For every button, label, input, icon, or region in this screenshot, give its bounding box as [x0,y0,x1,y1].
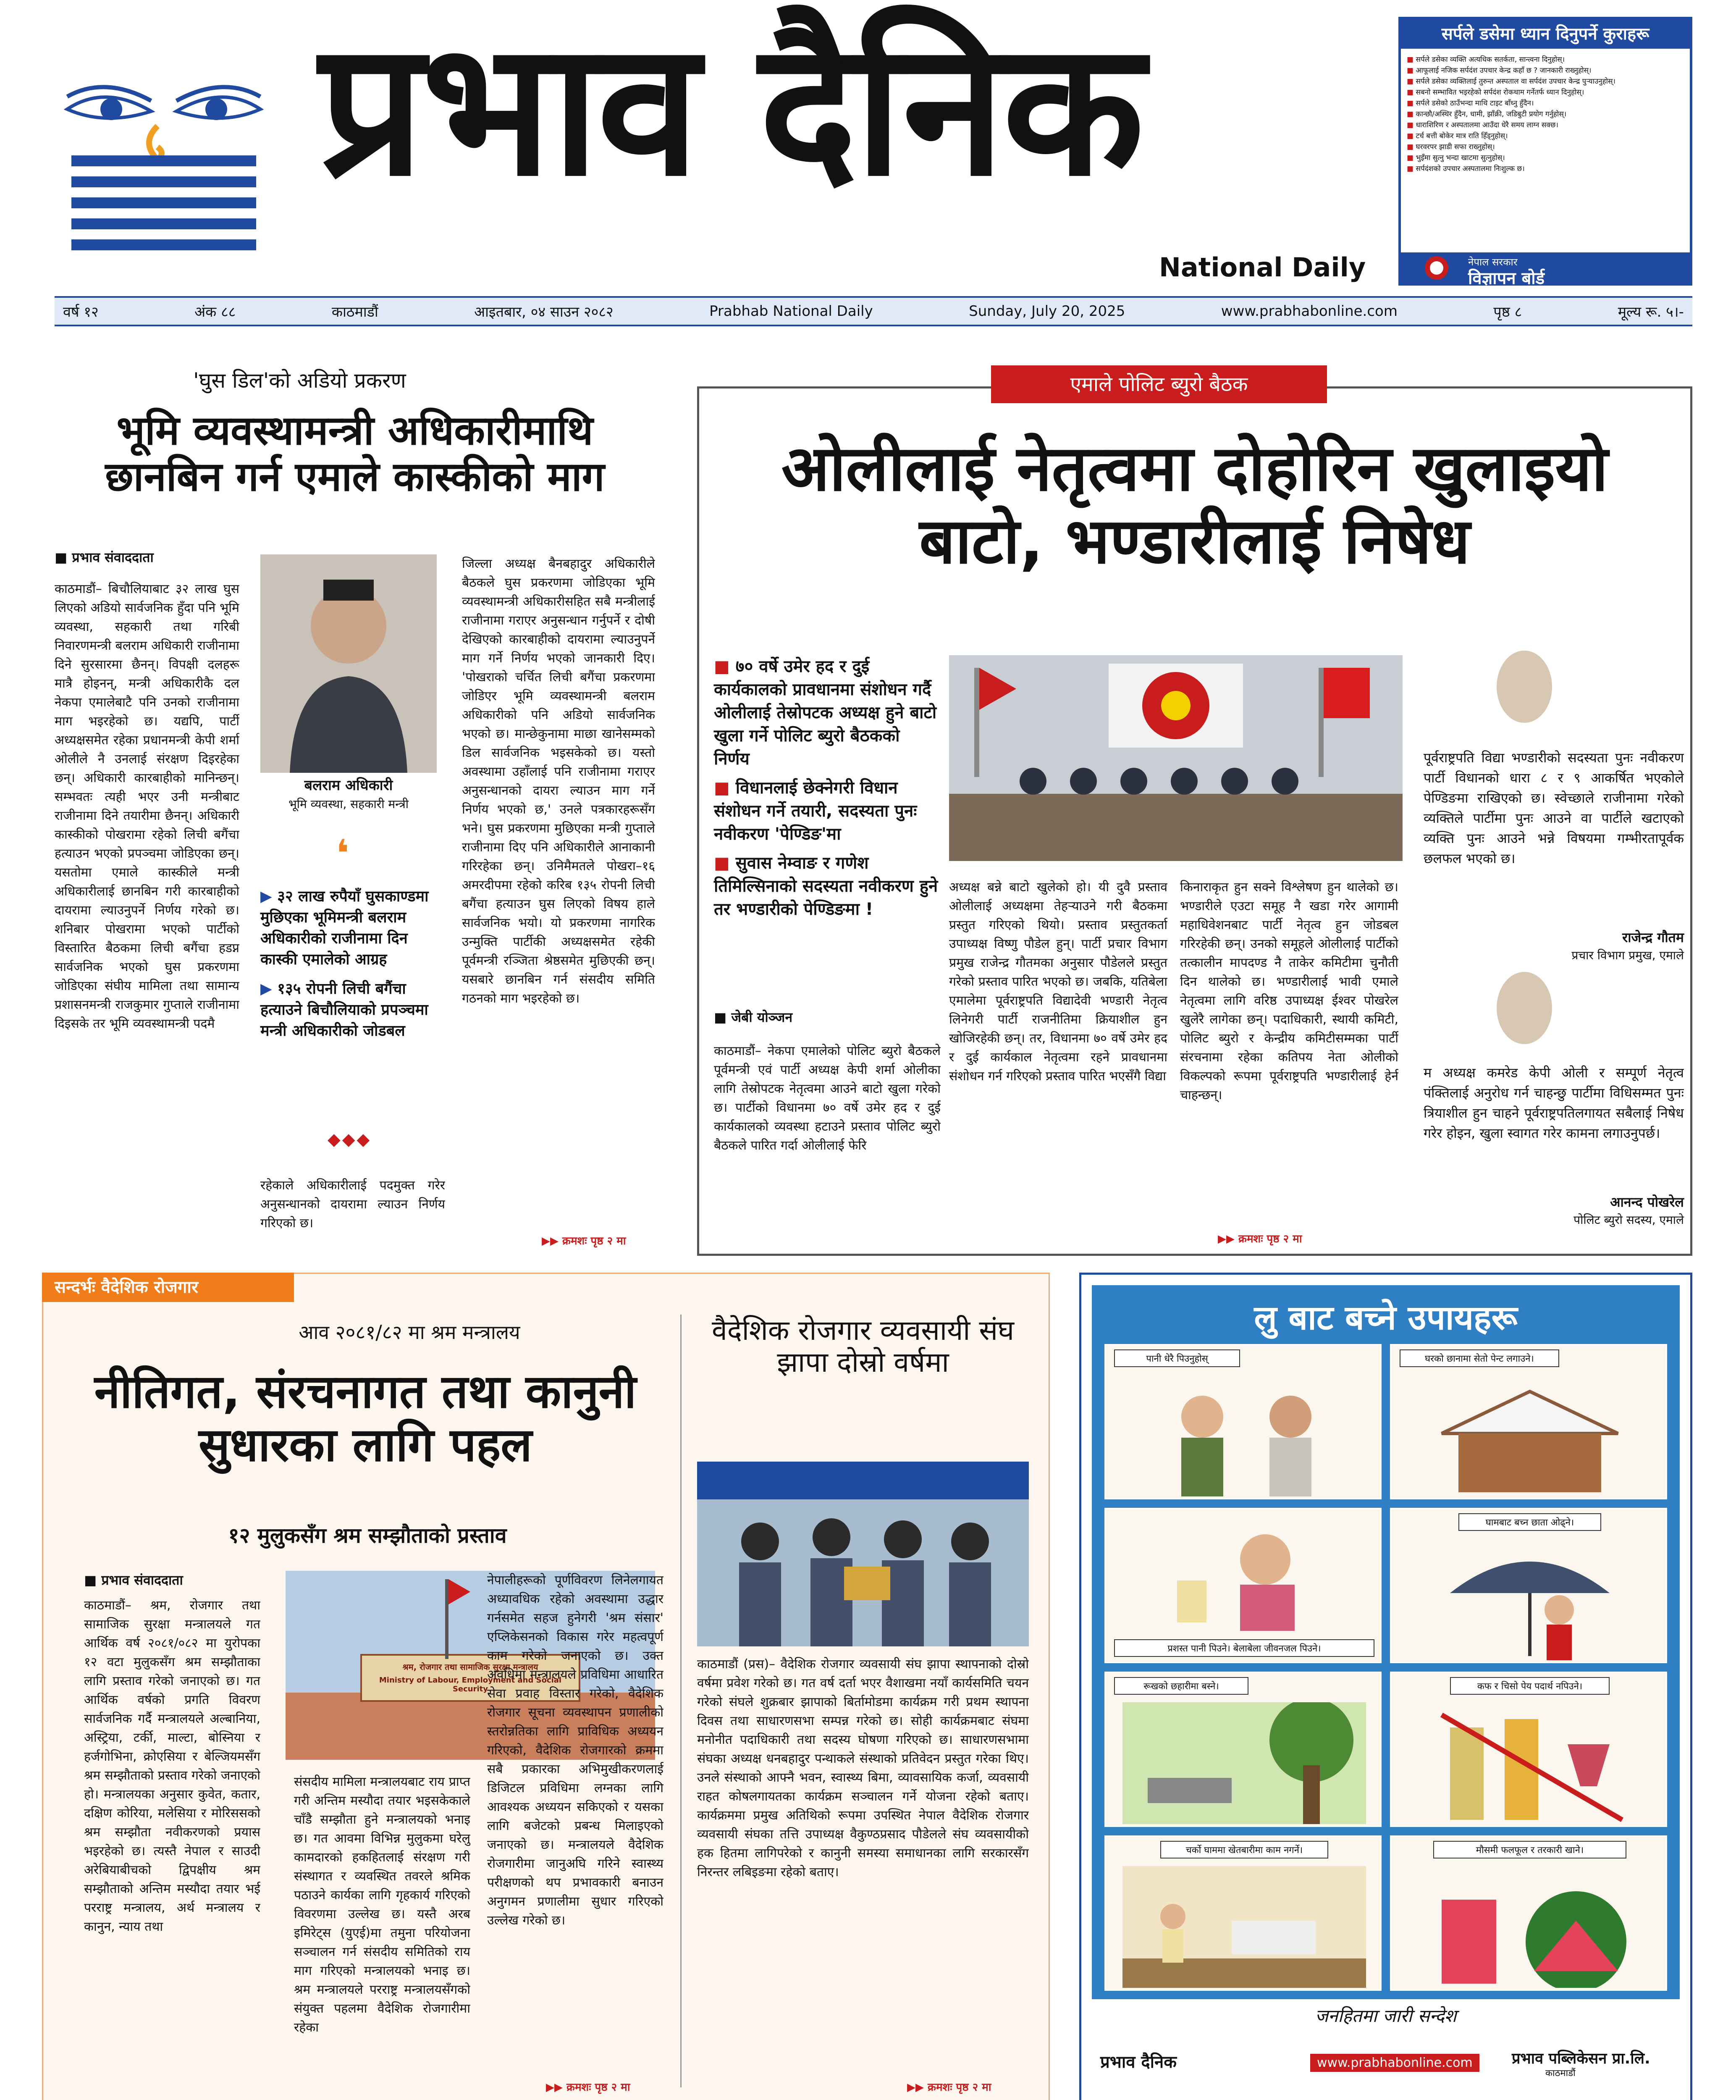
paper-name-english: Prabhab National Daily [709,303,873,320]
poster-panel [1390,1508,1667,1663]
footer-brand: प्रभाव दैनिक [1100,2053,1177,2072]
panel-caption: कफ र चिसो पेय पदार्थ नपिउने। [1450,1677,1610,1695]
continued-link[interactable]: ▶▶ क्रमशः पृष्ठ २ मा [546,2081,630,2094]
labour-subheadline: १२ मुलुकसँग श्रम सम्झौताको प्रस्ताव [228,1523,507,1548]
photo-caption-name: बलराम अधिकारी [304,777,393,794]
panel-caption: पानी धेरै पिउनुहोस् [1114,1349,1240,1367]
article1-column3: जिल्ला अध्यक्ष बैनबहादुर अधिकारीले बैठकले घुस प्रकरणमा जोडिएका भूमि व्यवस्थामन्त्री अधिकारीसहित सबै मन्त्रीलाई राजीनामा गराएर अनुसन्धान गर्नुपर्ने र दोषी देखिएको कारबाहीको दायरामा ल्याउनुपर्ने माग गर्ने निर्णय भएको जानकारी दिए। 'पोखराको चर्चित लिची बगैंचा प्रकरणमा जोडिएर भूमि व्यवस्थामन्त्री बलराम अधिकारीको पनि अडियो सार्वजनिक भएको छ। मान्छेकुनामा माछा खानेसम्मको डिल सार्वजनिक भइसकेको छ। यस्तो अवस्थामा उहाँलाई पनि राजीनामा गराएर अनुसन्धानको दायरा ल्याउन माग गर्ने निर्णय भएको छ,' उनले पत्रकारहरूसँग भने। घुस प्रकरणमा मुछिएका मन्त्री गुप्ताले राजीनामा दिए पनि अधिकारीले आनाकानी गरिरहेका छन्। उनिमैमतले पोखरा–१६ अमरदीपमा रहेको करिब १३५ रोपनी लिची बगैंचा हत्याउन घुस लिएको विषय हाले सार्वजनिक भयो। यो प्रकरणमा नागरिक उन्मुक्ति पार्टीकी अध्यक्षसमेत रहेकी पूर्वमन्त्री रञ्जिता श्रेष्ठसमेत मुछिएकी छन्। यसबारे छानबिन गर्न संसदीय समिति गठनको माग भइरहेको छ। [462,556,655,1006]
panel-caption: घरको छानामा सेतो पेन्ट लगाउने। [1400,1349,1559,1367]
notice-item: ■ कान्छौ/अस्थिर हुँदैन, धामी, झाँक्री, जडिबुटी प्रयोग गर्नुहोस्। [1407,109,1684,119]
masthead [0,0,1736,290]
highlight-item: ▶ १३५ रोपनी लिची बगैंचा हत्याउने बिचौलियाको प्रपञ्चमा मन्त्री अधिकारीको जोडबल [260,979,445,1042]
date-nepali: आइतबार, ०४ साउन २०८२ [474,304,614,320]
drinking-girl-illustration [1139,1517,1349,1631]
panel-caption: चर्को घाममा खेतबारीमा काम नगर्ने। [1160,1841,1328,1858]
panel-caption: प्रशस्त पानी पिउने। बेलाबेला जीवनजल पिउने। [1114,1639,1374,1657]
watermelon-illustration [1416,1866,1643,1988]
politburo-meeting-photo [949,655,1403,861]
highlight-item: ■ विधानलाई छेक्नेगरी विधान संशोधन गर्ने तयारी, सदस्यता पुनः नवीकरण 'पेण्डिङ'मा [714,777,941,846]
lead-headline[interactable]: ओलीलाई नेतृत्वमा दोहोरिन खुलाइयो बाटो, भण्डारीलाई निषेध [781,432,1608,578]
photo-caption-role: भूमि व्यवस्था, सहकारी मन्त्री [288,797,409,811]
lead-column3: किनाराकृत हुन सक्ने विश्लेषण हुन थालेको छ। भण्डारीले एउटा समूह नै खडा गरेर आगामी महाधिवेशनबाट पार्टी नेतृत्व हुन जोडबल गरिरहेकी छन्। उनको समूहले ओलीलाई पार्टीको तत्कालीन मापदण्ड नै ताकेर कमिटीमा चुनौती दिन थालेको छ। भण्डारीलाई भावी एमाले नेतृत्वमा लागि वरिष्ठ उपाध्यक्ष ईश्वर पोखरेल खुलेरै लागेका छन्। पदाधिकारी, स्थायी कमिटी, पोलिट ब्युरो र केन्द्रीय कमिटीसम्मका पार्टी संरचनामा रहेका कतिपय नेता ओलीको विकल्पको रूपमा पूर्वराष्ट्रपति भण्डारीलाई हेर्न चाहन्छन्। [1180,880,1398,1102]
buddha-eyes-logo [55,71,273,260]
notice-org-line2: विज्ञापन बोर्ड [1468,269,1545,288]
notice-heading: सर्पले डसेमा ध्यान दिनुपर्ने कुराहरू [1401,19,1690,49]
section-ribbon: सन्दर्भः वैदेशिक रोजगार [42,1273,294,1302]
spokesperson-photo [1495,649,1554,724]
quote-gautam: पूर्वराष्ट्रपति विद्या भण्डारीको सदस्यता पुनः नवीकरण पार्टी विधानको धारा ८ र ९ आकर्षित भएकोले पेण्डिङमा राखिएको छ। स्वेच्छाले राजीनामा गरेको व्यक्तिले पार्टीमा पुनः आउने वा पार्टीले खटाएको व्यक्ति पुनः आउने भन्ने विषयमा गम्भीरतापूर्वक छलफल भएको छ। [1424,750,1684,866]
poster-panel [1104,1672,1382,1827]
poster-footer: जनहितमा जारी सन्देश [1315,2006,1457,2026]
drinking-water-illustration [1139,1383,1349,1496]
labour-column1: काठमाडौं– श्रम, रोजगार तथा सामाजिक सुरक्षा मन्त्रालयले गत आर्थिक वर्ष २०८१/०८२ मा युरोपका १२ वटा मुलुकसँग श्रम सम्झौताका लागि प्रस्ताव गरेको जनाएको छ। गत आर्थिक वर्षको प्रगति विवरण सार्वजनिक गर्दै मन्त्रालयले अल्बानिया, अस्ट्रिया, टर्की, माल्टा, बोस्निया र हर्जगोभिना, क्रोएसिया र बेल्जियमसँग श्रम सम्झौताको प्रस्ताव गरेको जनाएको हो। मन्त्रालयका अनुसार कुवेत, कतार, दक्षिण कोरिया, मलेसिया र मोरिससको श्रम सम्झौता नवीकरणको प्रयास भइरहेको छ। त्यस्तै नेपाल र साउदी अरेबियाबीचको द्विपक्षीय श्रम सम्झौताको अन्तिम मस्यौदा तयार भई परराष्ट्र मन्त्रालय, अर्थ मन्त्रालय र कानुन, न्याय तथा [84,1598,260,1934]
notice-item: ■ धाराशिरिण र अस्पतालमा आउँदा धेरै समय लाग्न सक्छ। [1407,120,1684,130]
quote-author-role: प्रचार विभाग प्रमुख, एमाले [1571,948,1684,962]
notice-footer [1401,252,1690,288]
highlight-item: ▶ ३२ लाख रुपैयाँ घुसकाण्डमा मुछिएका भूमिमन्त्री बलराम अधिकारीको राजीनामा दिन कास्की एमालेको आग्रह [260,886,445,970]
notice-item: ■ सर्पले डसेको ठाउँभन्दा माथि टाइट बाँध्नु हुँदैन। [1407,98,1684,108]
notice-note: ■ सर्पदंशको उपचार अस्पतालमा निःशुल्क छ। [1407,164,1684,174]
article1-column2: रहेकाले अधिकारीलाई पदमुक्त गरेर अनुसन्धानको दायरामा ल्याउन निर्णय गरिएको छ। [260,1178,445,1231]
article1-kicker: 'घुस डिल'को अडियो प्रकरण [193,368,406,393]
minister-photo [260,554,437,773]
labour-headline[interactable]: नीतिगत, संरचनागत तथा कानुनी सुधारका लागि पहल [94,1365,637,1472]
nepal-emblem-icon [1418,255,1455,281]
quote-mark-icon: ❛ [336,832,349,876]
building-sign-nepali: श्रम, रोजगार तथा सामाजिक सुरक्षा मन्त्रालय [402,1662,538,1672]
lead-kicker: एमाले पोलिट ब्युरो बैठक [991,365,1327,403]
notice-item: ■ टर्च बत्ती बोकेर मात्र राति हिँड्नुहोस्। [1407,131,1684,141]
poster-panel [1104,1508,1382,1663]
footer-address: काठमाडौं [1545,2068,1576,2079]
farm-work-illustration [1122,1866,1366,1988]
quote-author-name: राजेन्द्र गौतम [1622,929,1684,945]
poster-panel [1390,1672,1667,1827]
notice-item: ■ सबनो सम्भावित भइरहेको सर्पदंश रोकथाम गर्नेतर्फ ध्यान दिनुहोस्। [1407,87,1684,97]
notice-item: ■ घरवरपर झाडी सफा राख्नुहोस्। [1407,142,1684,152]
lead-byline: ■ जेबी योञ्जन [714,1009,793,1025]
lead-column2: अध्यक्ष बन्ने बाटो खुलेको हो। यी दुवै प्रस्ताव ओलीलाई अध्यक्षमा तेहऱ्याउने गरी बैठकमा प्रस्तुत गरिएको थियो। प्रस्ताव प्रस्तुतकर्ता उपाध्यक्ष विष्णु पौडेल हुन्। पार्टी प्रचार विभाग प्रमुख राजेन्द्र गौतमका अनुसार पौडेलले प्रस्तुत गरेको प्रस्ताव पारित भएको छ। जबकि, यतिबेला एमालेमा पूर्वराष्ट्रपति विद्यादेवी भण्डारी नेतृत्व लिनेगरी पार्टी राजनीतिमा क्रियाशील हुन खोजिरहेकी छन्। तर, विधानमा ७० वर्षे उमेर हद र दुई कार्यकाल नेतृत्वमा रहने प्रावधानमा संशोधन गर्न गरिएको प्रस्ताव पारित भएसँगै विद्या [949,880,1167,1084]
continued-link[interactable]: ▶▶ क्रमशः पृष्ठ २ मा [907,2081,991,2094]
website-link[interactable]: www.prabhabonline.com [1221,303,1398,320]
labour-byline: ■ प्रभाव संवाददाता [84,1572,183,1588]
tree-shade-illustration [1122,1702,1366,1824]
dateline-bar [55,296,1692,326]
labour-kicker: आव २०८१/८२ मा श्रम मन्त्रालय [299,1321,520,1344]
article1-highlights [260,886,445,1042]
panel-caption: रूखको छहारीमा बस्ने। [1114,1677,1248,1695]
highlight-item: ■ ७० वर्षे उमेर हद र दुई कार्यकालको प्रावधानमा संशोधन गर्दै ओलीलाई तेस्रोपटक अध्यक्ष हुने बाटो खुला गर्ने पोलिट ब्युरो बैठकको निर्णय [714,655,941,771]
poster-panel [1104,1835,1382,1991]
date-english: Sunday, July 20, 2025 [969,303,1125,320]
quote-author-name: आनन्द पोखरेल [1610,1194,1684,1210]
footer-org: प्रभाव पब्लिकेसन प्रा.लि. [1512,2050,1650,2067]
notice-org-line1: नेपाल सरकार [1468,256,1518,268]
award-ceremony-photo [697,1462,1029,1646]
poster-panel [1104,1344,1382,1499]
article1-byline: ■ प्रभाव संवाददाता [55,549,154,565]
article1-headline[interactable]: भूमि व्यवस्थामन्त्री अधिकारीमाथि छानबिन गर्न एमाले कास्कीको माग [105,407,605,501]
bottles-illustration [1425,1702,1635,1824]
volume-year: वर्ष १२ [63,304,99,320]
notice-list [1407,55,1684,175]
labour-column2: संसदीय मामिला मन्त्रालयबाट राय प्राप्त गरी अन्तिम मस्यौदा तयार भइसकेकाले चाँडै सम्झौता हुने मन्त्रालयको भनाइ छ। गत आवमा विभिन्न मुलुकमा घरेलु कामदारको हकहितलाई संरक्षण गरी संस्थागत र व्यवस्थित तवरले श्रमिक पठाउने कार्यका लागि गृहकार्य गरिएको विवरणमा उल्लेख छ। यस्तै अरब इमिरेट्स (युएई)मा तमुना परियोजना सञ्चालन गर्न संसदीय समितिको राय माग गरिएको मन्त्रालयको भनाइ छ। श्रम मन्त्रालयले परराष्ट्र मन्त्रालयसँगको संयुक्त पहलमा वैदेशिक रोजगारीमा रहेका [294,1774,470,2035]
lead-highlights [714,655,941,921]
newspaper-subtitle: National Daily [1159,252,1366,283]
quote-pokharel: म अध्यक्ष कमरेड केपी ओली र सम्पूर्ण नेतृत्व पंक्तिलाई अनुरोध गर्न चाहन्छु पार्टीमा विधिसम्मत पुनः त्रियाशील हुन चाहने पूर्वराष्ट्रपतिलगायत सबैलाई निषेध गरेर होइन, खुला स्वागत गरेर कामना लगाउनुपर्छ। [1424,1065,1684,1141]
notice-item: ■ सर्पले डसेका व्यक्ति अत्यधिक सतर्कता, सान्त्वना दिनुहोस्। [1407,55,1684,65]
house-roof-illustration [1425,1383,1635,1496]
lead-column1: काठमाडौं– नेकपा एमालेको पोलिट ब्युरो बैठकले पूर्वमन्त्री एवं पार्टी अध्यक्ष केपी शर्मा ओलीका लागि तेस्रोपटक नेतृत्वमा आउने बाटो खुला गरेको छ। पार्टीको विधानमा ७० वर्षे उमेर हद र दुई कार्यकालको व्यवस्था हटाउने प्रस्ताव पोलिट ब्युरो बैठकले पारित गर्दा ओलीलाई फेरि [714,1044,941,1153]
notice-item: ■ आफूलाई नजिक सर्पदंश उपचार केन्द्र कहाँ छ ? जानकारी राख्नुहोस्। [1407,66,1684,76]
labour-column3: नेपालीहरूको पूर्णविवरण लिनेलगायत अध्यावधिक रहेको अवस्थामा उद्धार गर्नसमेत सहज हुनेगरी 'श्रम संसार' एप्लिकेसनको विकास गरेर महत्वपूर्ण काम गरेको जनाएको छ। उक्त अवधिमा मन्त्रालयले प्रविधिमा आधारित सेवा प्रवाह विस्तार गरेको, वैदेशिक रोजगार सूचना व्यवस्थापन प्रणालीको स्तरोन्नतिका लागि प्राविधिक अध्ययन गरिएको, वैदेशिक रोजगारको क्रममा सबै प्रकारका अभिमुखीकरणलाई डिजिटल प्रविधिमा लग्नका लागि आवश्यक अध्ययन सकिएको र यसका लागि बजेटको प्रबन्ध मिलाइएको जनाएको छ। मन्त्रालयले वैदेशिक रोजगारीमा जानुअघि गरिने स्वास्थ्य परीक्षणको थप प्रभावकारी बनाउन अनुगमन प्रणालीमा सुधार गरिएको उल्लेख गरेको छ। [487,1573,663,1928]
highlight-item: ■ सुवास नेम्वाङ र गणेश तिमिल्सिनाको सदस्यता नवीकरण हुने तर भण्डारीको पेण्डिङमा ! [714,852,941,921]
panel-caption: मौसमी फलफूल र तरकारी खाने। [1433,1841,1626,1858]
quote-author-role: पोलिट ब्युरो सदस्य, एमाले [1573,1213,1684,1227]
employment-column: काठमाडौं (प्रस)– वैदेशिक रोजगार व्यवसायी संघ झापा स्थापनाको दोस्रो वर्षमा प्रवेश गरेको छ। गत वर्ष दर्ता भएर वैशाखमा नयाँ कार्यसमिति चयन गरेको संघले शुक्रबार झापाको बिर्तामोडमा कार्यक्रम गरी प्रथम स्थापना दिवस तथा साधारणसभा सम्पन्न गरेको छ। सोही कार्यक्रमबाट संघमा मनोनीत पदाधिकारी तथा सदस्य घोषणा गरिएको छ। साधारणसभामा संघका अध्यक्ष धनबहादुर पन्थाकले संस्थाको प्रतिवेदन प्रस्तुत गरेका थिए। उनले संस्थाको आफ्नै भवन, स्वास्थ्य बिमा, व्यावसायिक कर्जा, व्यवसायी राहत कोषलगायतका कार्यक्रम सञ्चालन गर्ने योजना रहेको बताए। कार्यक्रममा प्रमुख अतिथिको रूपमा उपस्थित नेपाल वैदेशिक रोजगार व्यवसायी संघका तत्ति उपाध्यक्ष वैकुण्ठप्रसाद पौडेलले संघ व्यवसायीको हक हितमा लागिपरेको र कानुनी समस्या समाधानका लागि सरकारसँग निरन्तर लबिइङमा रहेको बताए। [697,1657,1029,1880]
employment-headline[interactable]: वैदेशिक रोजगार व्यवसायी संघ झापा दोस्रो वर्षमा [712,1314,1014,1378]
column-divider [680,1315,682,2087]
continued-link[interactable]: ▶▶ क्रमशः पृष्ठ २ मा [542,1235,626,1247]
poster-panel [1390,1344,1667,1499]
continued-link[interactable]: ▶▶ क्रमशः पृष्ठ २ मा [1218,1233,1302,1245]
notice-item: ■ भुइँमा सुत्नु भन्दा खाटमा सुत्नुहोस्। [1407,153,1684,163]
divider-diamonds: ◆◆◆ [328,1130,372,1149]
newspaper-title: प्रभाव दैनिक [319,2,1142,217]
article1-column1: काठमाडौं– बिचौलियाबाट ३२ लाख घुस लिएको अडियो सार्वजनिक हुँदा पनि भूमि व्यवस्था, सहकारी तथा गरिबी निवारणमन्त्री बलराम अधिकारी राजीनामा दिने सुरसारमा छैनन्। विपक्षी दलहरू मात्रै होइनन्, मन्त्री अधिकारीकै दल नेकपा एमालेबाटै पनि उनको राजीनामा माग भइरहेको छ। यद्यपि, पार्टी अध्यक्षसमेत रहेका प्रधानमन्त्री केपी शर्मा ओलीले नै उनलाई संरक्षण दिइरहेका छन्। अधिकारी कारबाहीको मानिन्छन्। सम्भवतः त्यही भएर उनी मन्त्रीबाट राजीनामा दिने तयारीमा छैनन्। अधिकारी कास्कीको पोखरामा रहेको लिची बगैंचा हत्याउन भएको प्रपञ्चमा जोडिएका छन्। यसतोमा एमाले कास्कीले मन्त्री अधिकारीलाई छानबिन गरी कारबाहीको दायरामा ल्याउनुपर्ने निर्णय गरेको छ। शनिबार पोखरामा भएको पार्टीको विस्तारित बैठकमा लिची बगैंचा हडप्न सार्वजनिक भएको घुस प्रकरणमा जोडिएका संघीय मामिला तथा सामान्य प्रशासनमन्त्री राजकुमार गुप्ताले राजीनामा दिइसके तर भूमि व्यवस्थामन्त्री पदमै [55,582,239,1031]
politburo-member-photo [1495,970,1554,1046]
umbrella-illustration [1425,1538,1635,1660]
poster-title: लु बाट बच्ने उपायहरू [1254,1298,1518,1337]
notice-item: ■ सर्पले डसेका व्यक्तिलाई तुरुन्त अस्पताल वा सर्पदंश उपचार केन्द्र पुऱ्याउनुहोस्। [1407,76,1684,87]
snakebite-notice-ad [1398,17,1692,286]
price: मूल्य रू. ५।- [1618,304,1684,320]
building-sign-english: Ministry of Labour, Employment and Social Security [379,1676,562,1693]
panel-caption: घामबाट बच्न छाता ओढ्ने। [1458,1513,1601,1531]
issue-number: अंक ८८ [194,304,236,320]
page-number: पृष्ठ ८ [1493,304,1522,320]
poster-panel [1390,1835,1667,1991]
place: काठमाडौं [331,304,378,320]
footer-website[interactable]: www.prabhabonline.com [1310,2054,1479,2072]
